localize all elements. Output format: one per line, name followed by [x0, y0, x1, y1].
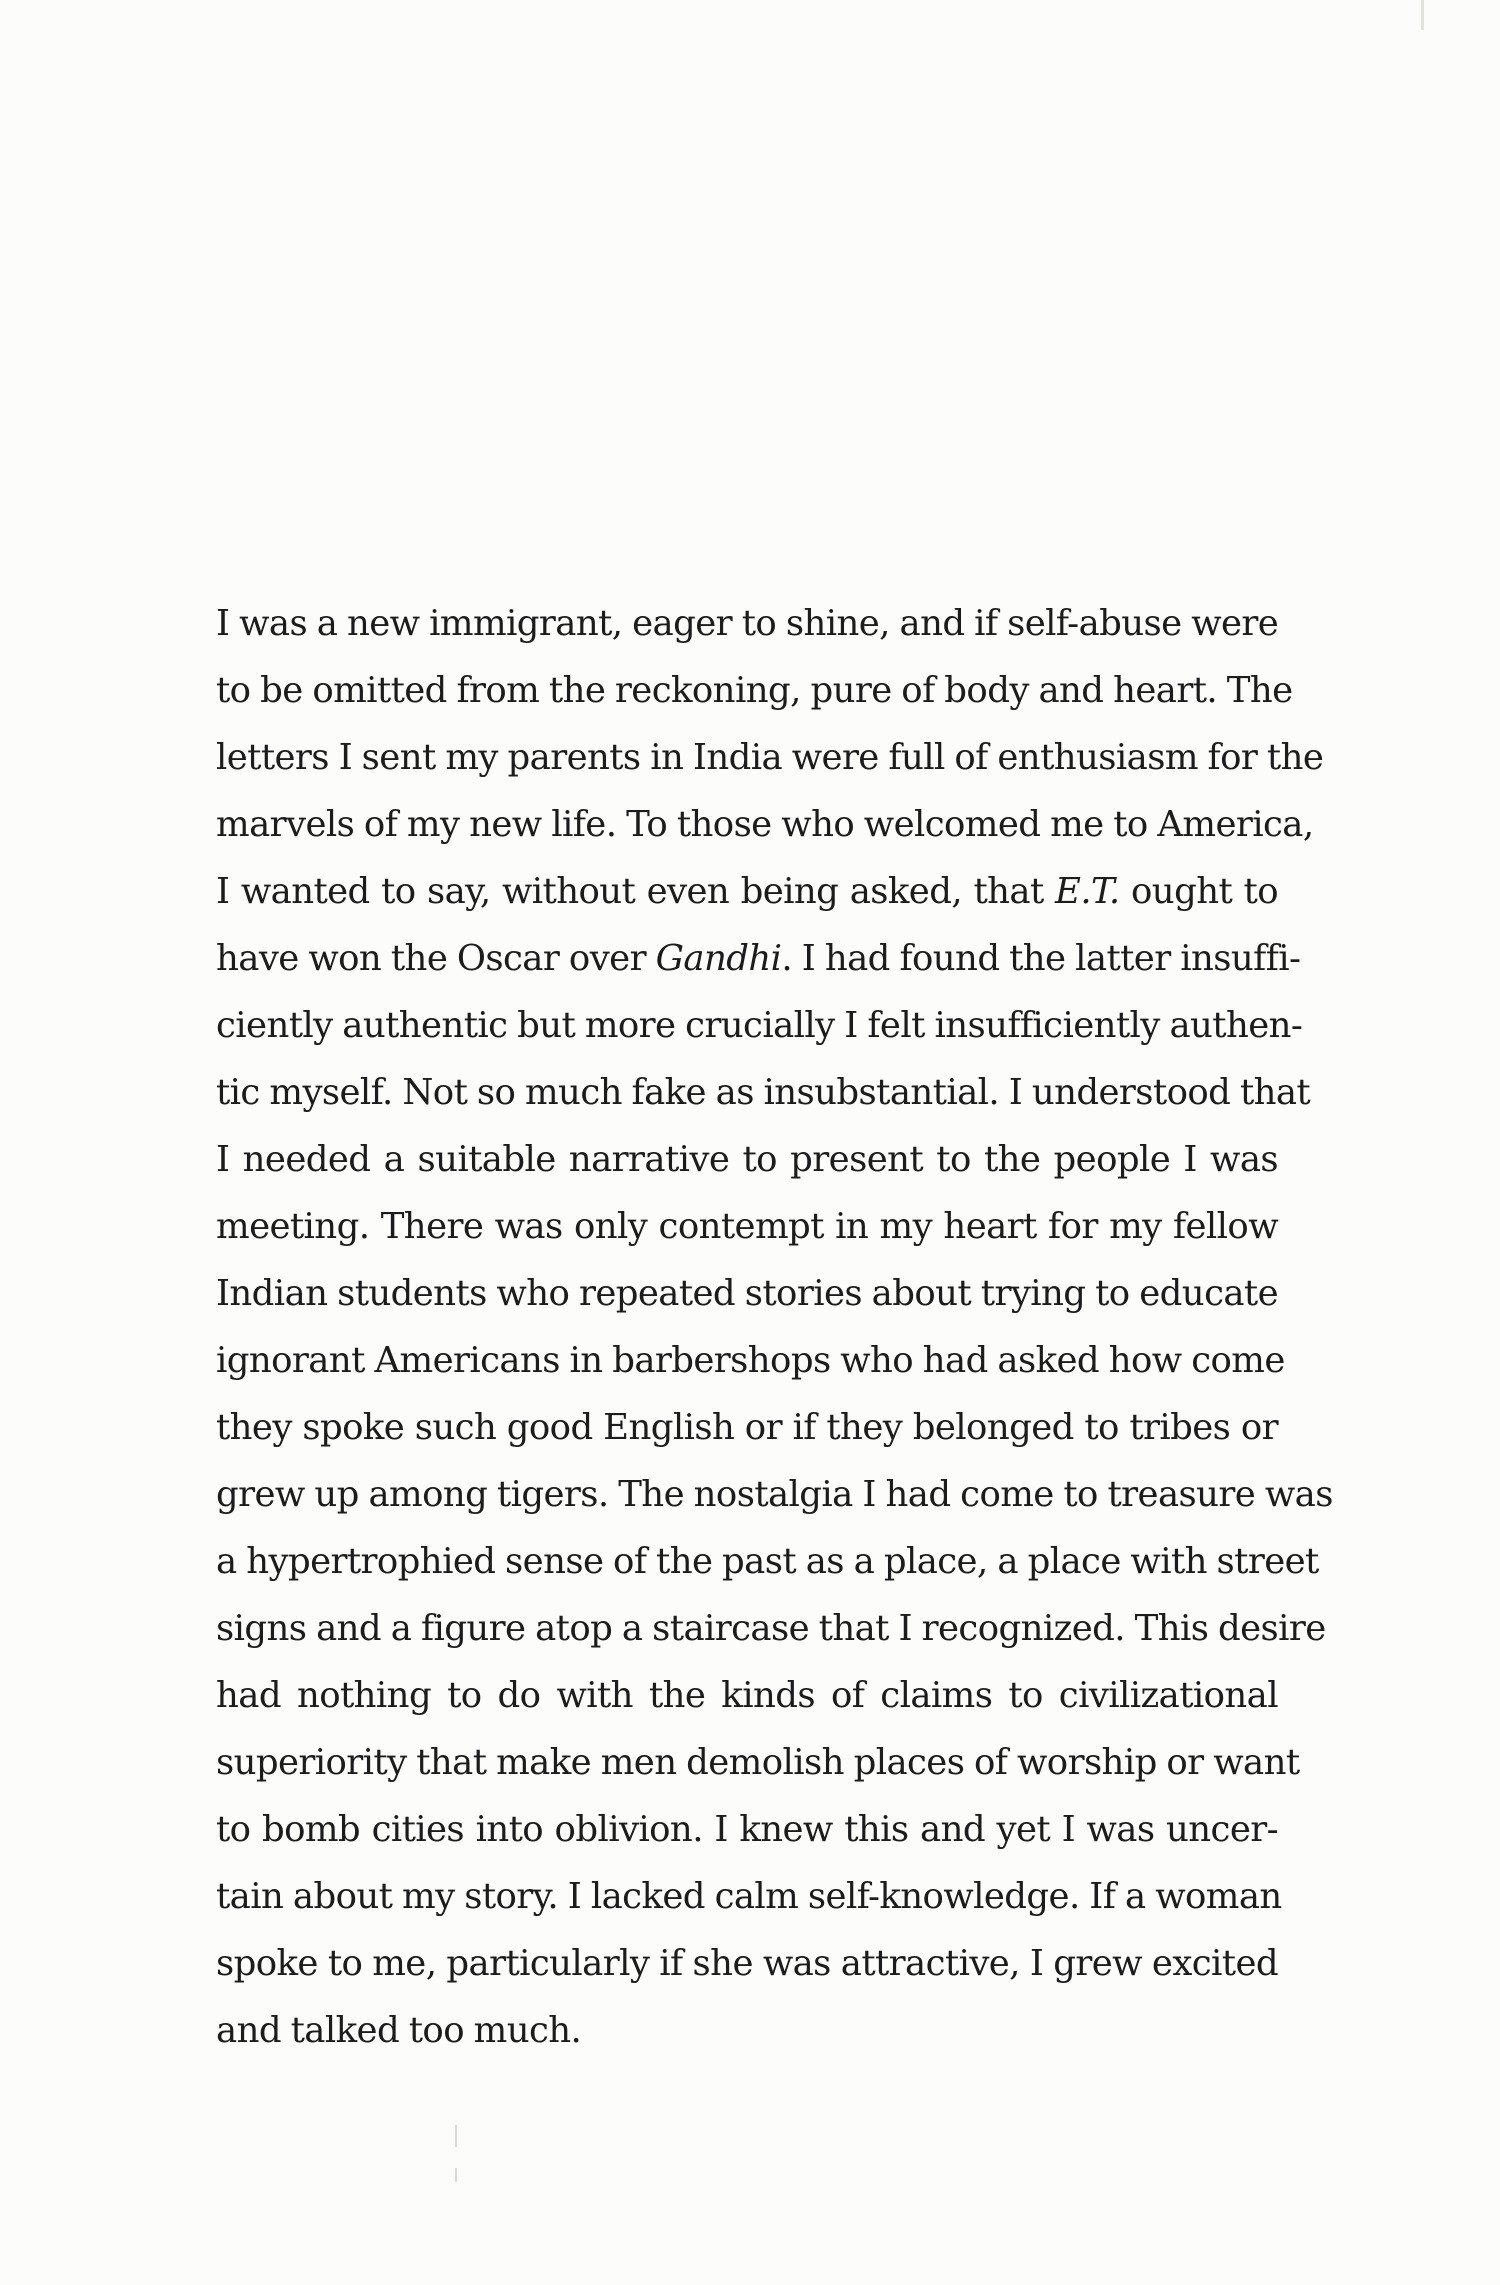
text-line	[216, 1059, 1311, 1126]
text-run: grew up among tigers. The nostalgia I had come to treasure was	[216, 1474, 1333, 1515]
text-run: I needed a suitable narrative to present to the people I was	[216, 1139, 1278, 1180]
text-run: I was a new immigrant, eager to shine, and if self-abuse were	[216, 603, 1279, 644]
text-run: superiority that make men demolish places of worship or want	[216, 1742, 1300, 1783]
text-line	[216, 1528, 1319, 1595]
text-line	[216, 1796, 1278, 1863]
text-line	[216, 1997, 1278, 2064]
text-run: they spoke such good English or if they belonged to tribes or	[216, 1407, 1278, 1448]
text-line	[216, 1461, 1333, 1528]
text-line	[216, 1193, 1278, 1260]
text-line	[216, 858, 1278, 925]
text-run: tain about my story. I lacked calm self-knowledge. If a woman	[216, 1876, 1282, 1917]
text-line	[216, 1729, 1300, 1796]
text-run: spoke to me, particularly if she was attractive, I grew excited	[216, 1943, 1278, 1984]
text-run: have won the Oscar over	[216, 938, 656, 979]
text-run: had nothing to do with the kinds of claims to civilizational	[216, 1675, 1278, 1716]
italic-title: Gandhi	[655, 938, 782, 979]
text-line	[216, 657, 1293, 724]
text-run: ignorant Americans in barbershops who had asked how come	[216, 1340, 1285, 1381]
text-line	[216, 992, 1303, 1059]
text-line	[216, 724, 1324, 791]
text-run: I wanted to say, without even being asked, that	[216, 871, 1056, 912]
text-run: letters I sent my parents in India were full of enthusiasm for the	[216, 737, 1324, 778]
text-line	[216, 1394, 1278, 1461]
text-run: ought to	[1119, 871, 1278, 912]
text-run: ciently authentic but more crucially I felt insufficiently authen-	[216, 1005, 1303, 1046]
text-run: to bomb cities into oblivion. I knew this and yet I was uncer-	[216, 1809, 1278, 1850]
text-run: marvels of my new life. To those who welcomed me to America,	[216, 804, 1314, 845]
scan-mark	[455, 2125, 457, 2147]
text-line	[216, 1662, 1278, 1729]
text-line	[216, 791, 1314, 858]
text-run: Indian students who repeated stories about trying to educate	[216, 1273, 1278, 1314]
body-paragraph	[216, 590, 1333, 2064]
text-run: to be omitted from the reckoning, pure of body and heart. The	[216, 670, 1293, 711]
text-run: meeting. There was only contempt in my heart for my fellow	[216, 1206, 1278, 1247]
text-line	[216, 925, 1301, 992]
italic-title: E.T.	[1055, 871, 1120, 912]
text-line	[216, 1327, 1285, 1394]
text-run: . I had found the latter insuffi-	[781, 938, 1301, 979]
text-run: signs and a figure atop a staircase that I recognized. This desire	[216, 1608, 1326, 1649]
text-line	[216, 1930, 1278, 1997]
text-line	[216, 1126, 1278, 1193]
text-run: and talked too much.	[216, 2010, 582, 2051]
scan-mark	[1421, 0, 1424, 30]
text-line	[216, 1863, 1282, 1930]
scan-mark	[455, 2168, 457, 2182]
text-line	[216, 590, 1278, 657]
text-line	[216, 1260, 1278, 1327]
text-run: a hypertrophied sense of the past as a place, a place with street	[216, 1541, 1319, 1582]
text-line	[216, 1595, 1326, 1662]
text-run: tic myself. Not so much fake as insubstantial. I understood that	[216, 1072, 1311, 1113]
